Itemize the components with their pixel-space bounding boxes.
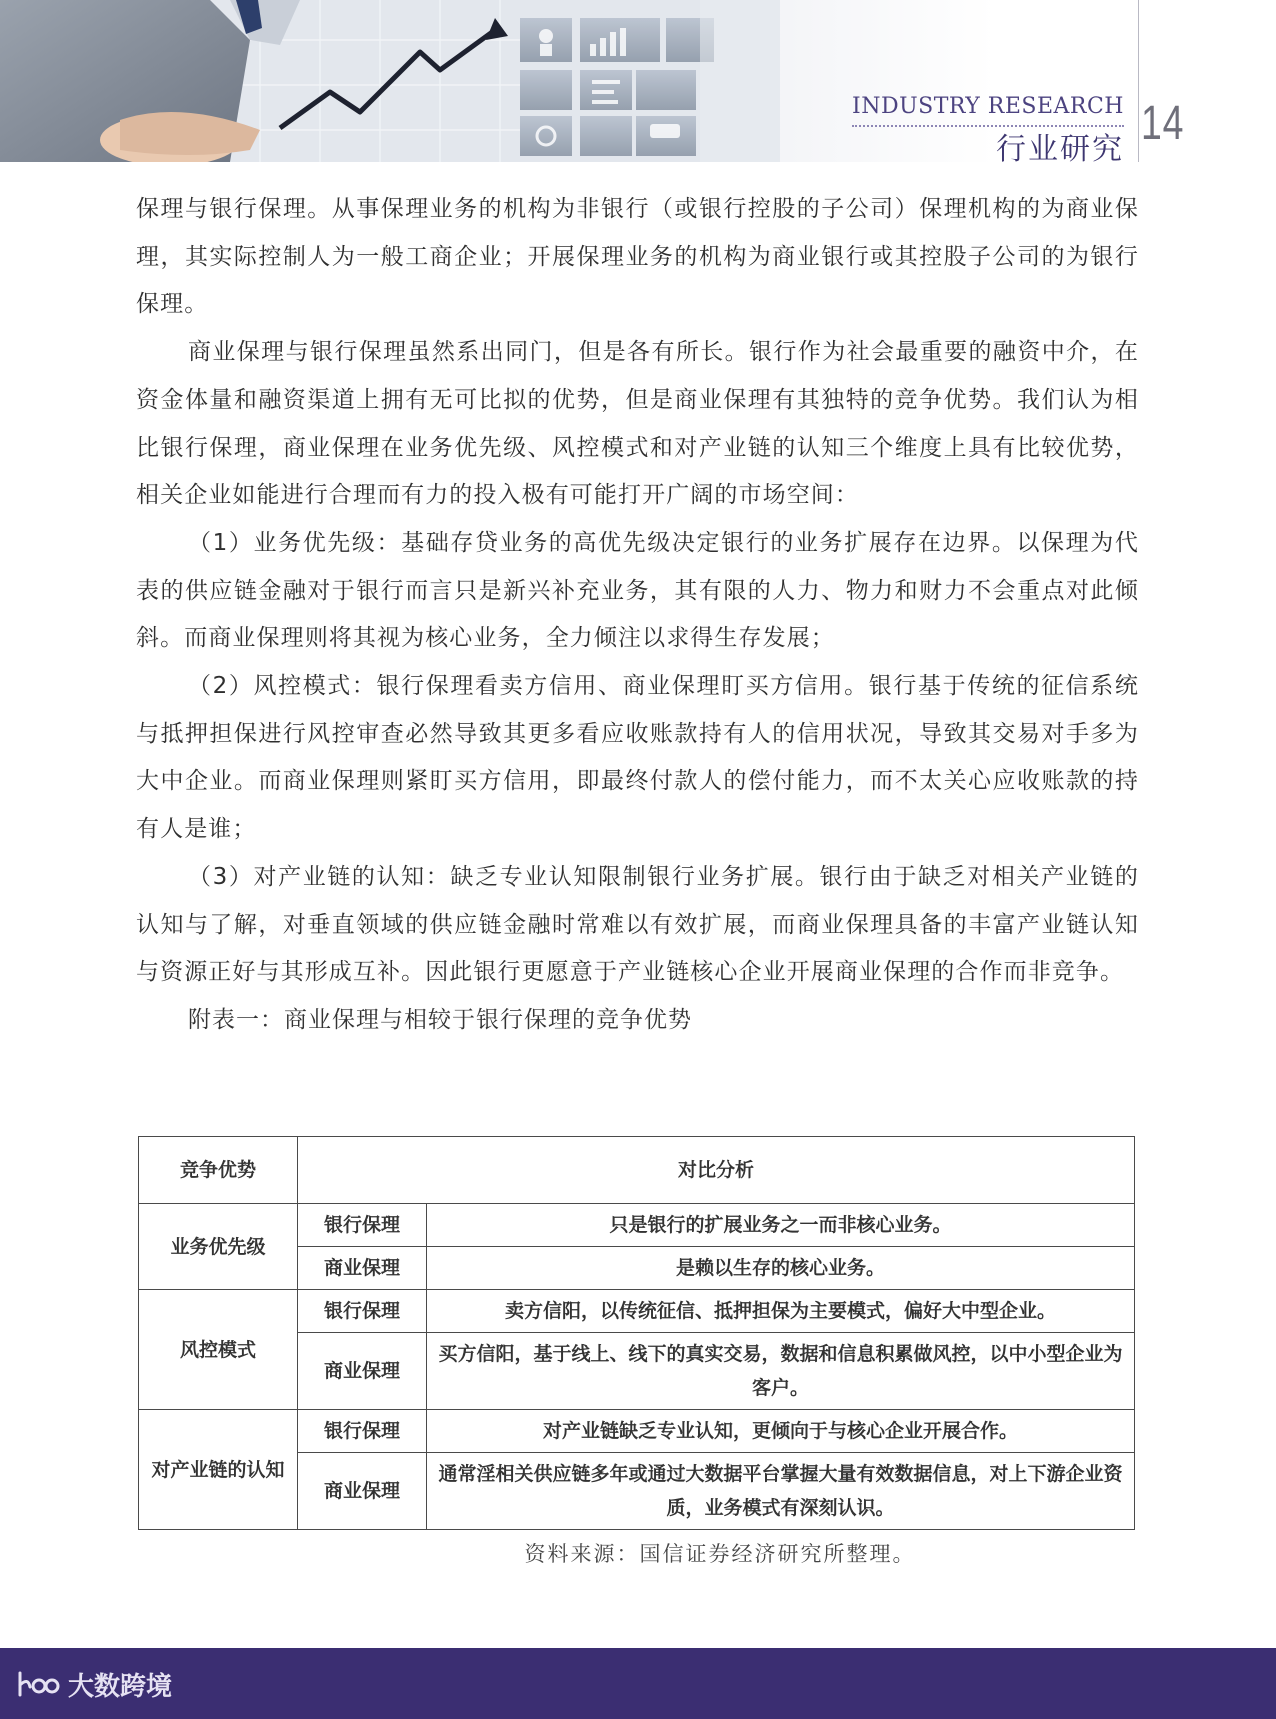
paragraph: 保理与银行保理。从事保理业务的机构为非银行（或银行控股的子公司）保理机构的为商业保理，其实际控制人为一般工商企业；开展保理业务的机构为商业银行或其控股子公司的为银行保理。 [136,196,1139,318]
table-row [139,1290,1135,1333]
type-cell: 银行保理 [298,1204,427,1247]
header-divider [1138,0,1139,162]
comparison-table [138,1136,1135,1530]
paragraph: 商业保理与银行保理虽然系出同门，但是各有所长。银行作为社会最重要的融资中介，在资金体量和融资渠道上拥有无可比拟的优势，但是商业保理有其独特的竞争优势。我们认为相比银行保理，商业保理在业务优先级、风控模式和对产业链的认知三个维度上具有比较优势，相关企业如能进行合理而有力的投入极有可能打开广阔的市场空间： [136,339,1139,509]
analysis-cell: 是赖以生存的核心业务。 [427,1247,1135,1290]
analysis-cell: 对产业链缺乏专业认知，更倾向于与核心企业开展合作。 [427,1410,1135,1453]
table-row [139,1410,1135,1453]
paragraph: （2）风控模式：银行保理看卖方信用、商业保理盯买方信用。银行基于传统的征信系统与抵押担保进行风控审查必然导致其更多看应收账款持有人的信用状况，导致其交易对手多为大中企业。而商业保理则紧盯买方信用，即最终付款人的偿付能力，而不太关心应收账款的持有人是谁； [136,673,1139,843]
type-cell: 商业保理 [298,1333,427,1410]
category-cell: 风控模式 [139,1290,298,1410]
category-cell: 业务优先级 [139,1204,298,1290]
page-number: 14 [1140,97,1184,150]
business-chart-photo [0,0,780,162]
analysis-cell: 通常淫相关供应链多年或通过大数据平台掌握大量有效数据信息，对上下游企业资质，业务模式有深刻认识。 [427,1453,1135,1530]
footer-logo [16,1664,172,1704]
header-banner [0,0,1276,162]
brand-logo-icon [16,1669,60,1699]
industry-research-title-cn: 行业研究 [996,132,1124,162]
section-header [776,0,1276,162]
paragraph: （1）业务优先级：基础存贷业务的高优先级决定银行的业务扩展存在边界。以保理为代表的供应链金融对于银行而言只是新兴补充业务，其有限的人力、物力和财力不会重点对此倾斜。而商业保理则将其视为核心业务，全力倾注以求得生存发展； [136,529,1139,652]
table-caption: 附表一：商业保理与相较于银行保理的竞争优势 [188,1006,692,1033]
article-body [136,186,1139,1045]
type-cell: 银行保理 [298,1290,427,1333]
analysis-cell: 卖方信阳，以传统征信、抵押担保为主要模式，偏好大中型企业。 [427,1290,1135,1333]
category-cell: 对产业链的认知 [139,1410,298,1530]
header-analysis: 对比分析 [298,1137,1135,1204]
table-header-row [139,1137,1135,1204]
footer-bar [0,1648,1276,1719]
analysis-cell: 买方信阳，基于线上、线下的真实交易，数据和信息积累做风控，以中小型企业为客户。 [427,1333,1135,1410]
analysis-cell: 只是银行的扩展业务之一而非核心业务。 [427,1204,1135,1247]
type-cell: 银行保理 [298,1410,427,1453]
table-row [139,1204,1135,1247]
header-advantage: 竞争优势 [139,1137,298,1204]
brand-name: 大数跨境 [68,1671,173,1702]
source-note: 资料来源：国信证券经济研究所整理。 [524,1542,916,1566]
industry-research-title: INDUSTRY RESEARCH [852,94,1124,127]
type-cell: 商业保理 [298,1247,427,1290]
paragraph: （3）对产业链的认知：缺乏专业认知限制银行业务扩展。银行由于缺乏对相关产业链的认知与了解，对垂直领域的供应链金融时常难以有效扩展，而商业保理具备的丰富产业链认知与资源正好与其形成互补。因此银行更愿意于产业链核心企业开展商业保理的合作而非竞争。 [136,863,1139,986]
type-cell: 商业保理 [298,1453,427,1530]
